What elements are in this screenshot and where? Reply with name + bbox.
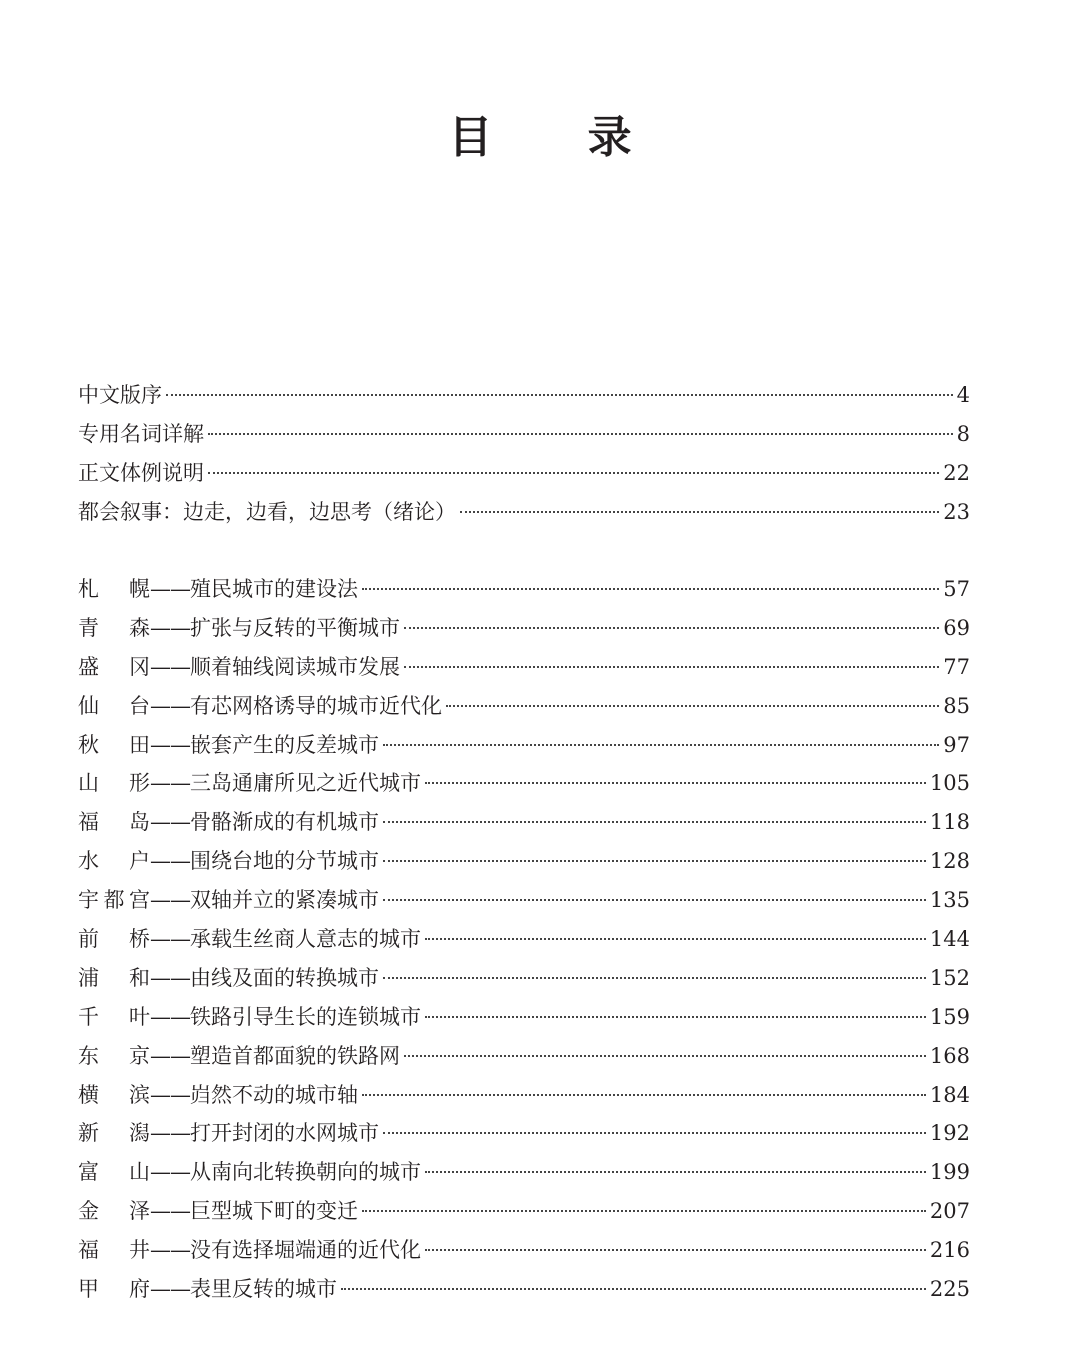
dot-leader <box>362 1094 926 1096</box>
chapter-subtitle: 没有选择堀端通的近代化 <box>190 1238 421 1263</box>
page-number: 118 <box>929 810 970 835</box>
city-name: 前桥 <box>78 927 150 952</box>
toc-entry-chapter[interactable] <box>78 1114 970 1153</box>
page-number: 144 <box>929 927 970 952</box>
dash-separator: —— <box>150 1238 190 1263</box>
city-name: 福井 <box>78 1238 150 1263</box>
page-number: 168 <box>929 1043 970 1068</box>
page-number: 85 <box>943 693 970 718</box>
toc-entry-chapter[interactable] <box>78 959 970 998</box>
toc-entry-front[interactable] <box>78 454 970 493</box>
entry-label <box>78 1270 337 1309</box>
dot-leader <box>341 1288 926 1290</box>
dot-leader <box>166 394 953 396</box>
page-number: 216 <box>929 1238 970 1263</box>
entry-label <box>78 803 379 842</box>
page-number: 199 <box>929 1160 970 1185</box>
toc-entry-front[interactable] <box>78 493 970 532</box>
entry-label <box>78 1114 379 1153</box>
page-number: 105 <box>929 771 970 796</box>
toc-entry-front[interactable] <box>78 376 970 415</box>
entry-label <box>78 609 400 648</box>
dot-leader <box>446 705 939 707</box>
toc-entry-chapter[interactable] <box>78 570 970 609</box>
chapter-subtitle: 扩张与反转的平衡城市 <box>190 615 400 640</box>
entry-title: 正文体例说明 <box>78 460 204 485</box>
dot-leader <box>383 899 926 901</box>
city-name: 青森 <box>78 615 150 640</box>
dash-separator: —— <box>150 577 190 601</box>
dash-separator: —— <box>150 771 190 796</box>
entry-label <box>78 1231 421 1270</box>
page-number: 192 <box>929 1121 970 1146</box>
chapter-subtitle: 殖民城市的建设法 <box>190 577 358 601</box>
page-number: 135 <box>929 888 970 913</box>
entry-label <box>78 1037 400 1076</box>
dash-separator: —— <box>150 965 190 990</box>
chapter-subtitle: 巨型城下町的变迁 <box>190 1199 358 1224</box>
dash-separator: —— <box>150 615 190 640</box>
entry-label <box>78 726 379 765</box>
dash-separator: —— <box>150 810 190 835</box>
dot-leader <box>383 860 926 862</box>
chapter-subtitle: 由线及面的转换城市 <box>190 965 379 990</box>
entry-title: 都会叙事：边走，边看，边思考（绪论） <box>78 499 456 524</box>
chapter-list <box>78 570 970 1309</box>
chapter-subtitle: 岿然不动的城市轴 <box>190 1082 358 1107</box>
city-name: 东京 <box>78 1043 150 1068</box>
dot-leader <box>425 782 926 784</box>
city-name: 金泽 <box>78 1199 150 1224</box>
dash-separator: —— <box>150 1199 190 1224</box>
page-number: 23 <box>943 499 970 524</box>
city-name: 新潟 <box>78 1121 150 1146</box>
toc-entry-chapter[interactable] <box>78 920 970 959</box>
chapter-subtitle: 表里反转的城市 <box>190 1277 337 1302</box>
dash-separator: —— <box>150 1121 190 1146</box>
entry-label <box>78 920 421 959</box>
toc-entry-chapter[interactable] <box>78 764 970 803</box>
dot-leader <box>425 938 926 940</box>
city-name: 富山 <box>78 1160 150 1185</box>
chapter-subtitle: 围绕台地的分节城市 <box>190 849 379 874</box>
page-number: 22 <box>943 460 970 485</box>
page-number: 225 <box>929 1277 970 1302</box>
toc-entry-chapter[interactable] <box>78 881 970 920</box>
chapter-subtitle: 承载生丝商人意志的城市 <box>190 927 421 952</box>
entry-label <box>78 648 400 687</box>
dash-separator: —— <box>150 888 190 913</box>
city-name: 宇都宫 <box>78 888 150 913</box>
page-number: 4 <box>956 383 970 407</box>
page-number: 69 <box>943 615 970 640</box>
dash-separator: —— <box>150 654 190 679</box>
toc-entry-front[interactable] <box>78 415 970 454</box>
entry-label <box>78 764 421 803</box>
dot-leader <box>208 433 953 435</box>
entry-title: 中文版序 <box>78 383 162 407</box>
entry-label <box>78 1076 358 1115</box>
dot-leader <box>362 588 939 590</box>
city-name: 札幌 <box>78 577 150 601</box>
chapter-subtitle: 双轴并立的紧凑城市 <box>190 888 379 913</box>
dot-leader <box>425 1016 926 1018</box>
toc-entry-chapter[interactable] <box>78 842 970 881</box>
toc-entry-chapter[interactable] <box>78 1270 970 1309</box>
dot-leader <box>425 1249 926 1251</box>
page-title: 目 录 <box>448 112 672 163</box>
city-name: 浦和 <box>78 965 150 990</box>
page-number: 128 <box>929 849 970 874</box>
dash-separator: —— <box>150 693 190 718</box>
toc-entry-chapter[interactable] <box>78 609 970 648</box>
dot-leader <box>460 511 939 513</box>
chapter-subtitle: 从南向北转换朝向的城市 <box>190 1160 421 1185</box>
toc-entry-chapter[interactable] <box>78 1231 970 1270</box>
entry-label <box>78 570 358 609</box>
page-number: 159 <box>929 1004 970 1029</box>
chapter-subtitle: 顺着轴线阅读城市发展 <box>190 654 400 679</box>
dash-separator: —— <box>150 1004 190 1029</box>
entry-label <box>78 998 421 1037</box>
page-number: 207 <box>929 1199 970 1224</box>
city-name: 甲府 <box>78 1277 150 1302</box>
dot-leader <box>404 627 939 629</box>
dash-separator: —— <box>150 1043 190 1068</box>
dash-separator: —— <box>150 849 190 874</box>
toc-entry-chapter[interactable] <box>78 687 970 726</box>
chapter-subtitle: 骨骼渐成的有机城市 <box>190 810 379 835</box>
toc-entry-chapter[interactable] <box>78 998 970 1037</box>
page-number: 97 <box>943 732 970 757</box>
chapter-subtitle: 打开封闭的水网城市 <box>190 1121 379 1146</box>
chapter-subtitle: 嵌套产生的反差城市 <box>190 732 379 757</box>
toc-entry-chapter[interactable] <box>78 1192 970 1231</box>
front-matter-list <box>78 376 970 532</box>
dot-leader <box>383 821 926 823</box>
city-name: 横滨 <box>78 1082 150 1107</box>
entry-label <box>78 959 379 998</box>
entry-title: 专用名词详解 <box>78 421 204 446</box>
dash-separator: —— <box>150 1160 190 1185</box>
dot-leader <box>208 472 939 474</box>
page-number: 152 <box>929 965 970 990</box>
chapter-subtitle: 铁路引导生长的连锁城市 <box>190 1004 421 1029</box>
city-name: 盛冈 <box>78 654 150 679</box>
entry-label <box>78 1192 358 1231</box>
dash-separator: —— <box>150 732 190 757</box>
page-number: 57 <box>943 577 970 601</box>
dot-leader <box>404 666 939 668</box>
dot-leader <box>404 1055 926 1057</box>
toc-entry-chapter[interactable] <box>78 1076 970 1115</box>
page-number: 8 <box>956 421 970 446</box>
toc-entry-chapter[interactable] <box>78 1153 970 1192</box>
toc-entry-chapter[interactable] <box>78 1037 970 1076</box>
toc-entry-chapter[interactable] <box>78 726 970 765</box>
city-name: 仙台 <box>78 693 150 718</box>
page-number: 184 <box>929 1082 970 1107</box>
dot-leader <box>383 744 939 746</box>
dot-leader <box>383 1132 926 1134</box>
city-name: 千叶 <box>78 1004 150 1029</box>
page-number: 77 <box>943 654 970 679</box>
chapter-subtitle: 塑造首都面貌的铁路网 <box>190 1043 400 1068</box>
city-name: 山形 <box>78 771 150 796</box>
chapter-subtitle: 有芯网格诱导的城市近代化 <box>190 693 442 718</box>
city-name: 秋田 <box>78 732 150 757</box>
entry-label <box>78 1153 421 1192</box>
entry-label <box>78 842 379 881</box>
dot-leader <box>383 977 926 979</box>
dash-separator: —— <box>150 1277 190 1302</box>
entry-label <box>78 687 442 726</box>
toc-entry-chapter[interactable] <box>78 648 970 687</box>
dot-leader <box>362 1210 926 1212</box>
city-name: 水户 <box>78 849 150 874</box>
dash-separator: —— <box>150 927 190 952</box>
dot-leader <box>425 1171 926 1173</box>
entry-label <box>78 881 379 920</box>
chapter-subtitle: 三岛通庸所见之近代城市 <box>190 771 421 796</box>
toc-entry-chapter[interactable] <box>78 803 970 842</box>
city-name: 福岛 <box>78 810 150 835</box>
dash-separator: —— <box>150 1082 190 1107</box>
